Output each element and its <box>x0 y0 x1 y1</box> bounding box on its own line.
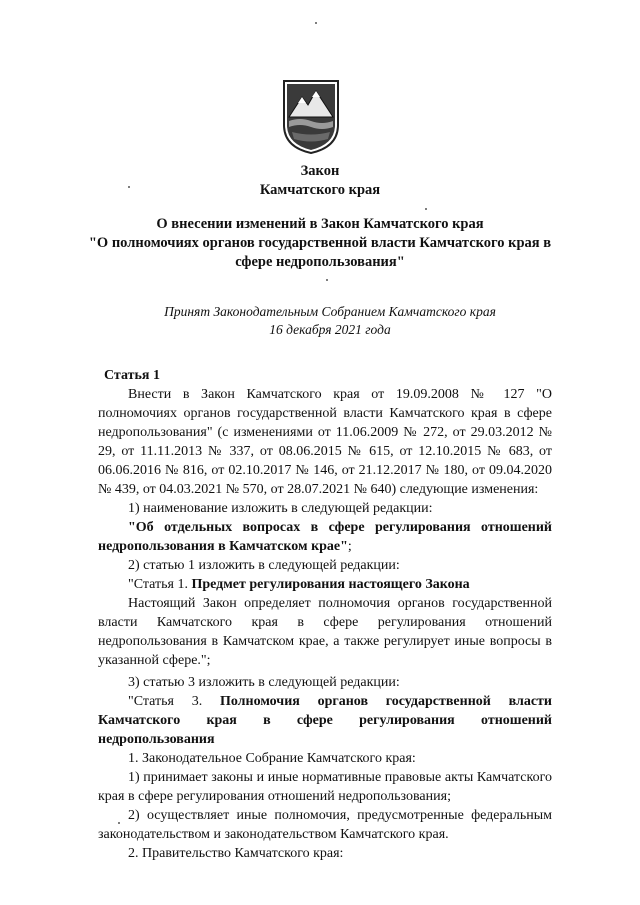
article-1-prefix: "Статья 1. <box>128 577 192 592</box>
article-intro: Внести в Закон Камчатского края от 19.09.2008 № 127 "О полномочиях органов государственной власти Камчатского края в сфере недропользования" (с изменениями от 11.06.2009 № 272, от 29.03.2012 № 29, от 11.11.2013 № 337, от 08.06.2015 № 615, от 12.10.2015 № 683, от 06.06.2016 № 816, от 02.10.2017 № 146, от 21.12.2017 № 180, от 09.04.2020 № 439, от 04.03.2021 № 570, от 28.07.2021 № 640) следующие изменения: <box>98 387 552 497</box>
scan-speck <box>315 22 317 24</box>
kamchatka-emblem-icon <box>280 77 342 155</box>
item-1-tail: ; <box>347 539 352 554</box>
article-3-heading <box>98 692 552 749</box>
adopted-line-2: 16 декабря 2021 года <box>269 322 391 337</box>
article-3-title: Полномочия органов государственной власти Камчатского края в сфере регулирования отношений недропользования <box>98 694 552 747</box>
article-body <box>98 366 552 863</box>
article-1-heading <box>98 575 552 594</box>
adopted-line-1: Принят Законодательным Собранием Камчатского края <box>164 304 496 319</box>
article-3-prefix: "Статья 3. <box>128 694 220 709</box>
region-name: Камчатского края <box>259 182 381 198</box>
paragraph-2: 2. Правительство Камчатского края: <box>128 846 344 861</box>
subject-line-2: "О полномочиях органов государственной власти Камчатского края в <box>88 235 552 251</box>
article-1-text: Настоящий Закон определяет полномочия органов государственной власти Камчатского края в сфере регулирования отношений недропользования в Камчатском крае, а также регулирует иные вопросы в указанной сфере."; <box>98 596 552 668</box>
item-1: 1) наименование изложить в следующей редакции: <box>128 501 433 516</box>
paragraph-1: 1. Законодательное Собрание Камчатского края: <box>128 751 416 766</box>
article-heading: Статья 1 <box>104 368 160 383</box>
paragraph-1-2: 2) осуществляет иные полномочия, предусмотренные федеральным законодательством и законодательством Камчатского края. <box>98 808 552 842</box>
new-title-quote: "Об отдельных вопросах в сфере регулирования отношений недропользования в Камчатском крае" <box>98 520 552 554</box>
subject-line-1: О внесении изменений в Закон Камчатского края <box>156 216 484 232</box>
paragraph-1-1: 1) принимает законы и иные нормативные правовые акты Камчатского края в сфере регулирования отношений недропользования; <box>98 770 552 804</box>
subject-line-3: сфере недропользования" <box>235 254 405 270</box>
law-word: Закон <box>300 163 340 179</box>
scan-speck <box>128 186 130 188</box>
scan-speck <box>118 822 120 824</box>
scan-speck <box>425 208 427 210</box>
item-3: 3) статью 3 изложить в следующей редакции: <box>128 675 400 690</box>
article-1-title: Предмет регулирования настоящего Закона <box>191 577 470 592</box>
scan-speck <box>326 279 328 281</box>
item-2: 2) статью 1 изложить в следующей редакции: <box>128 558 400 573</box>
item-1-quote <box>98 518 552 556</box>
